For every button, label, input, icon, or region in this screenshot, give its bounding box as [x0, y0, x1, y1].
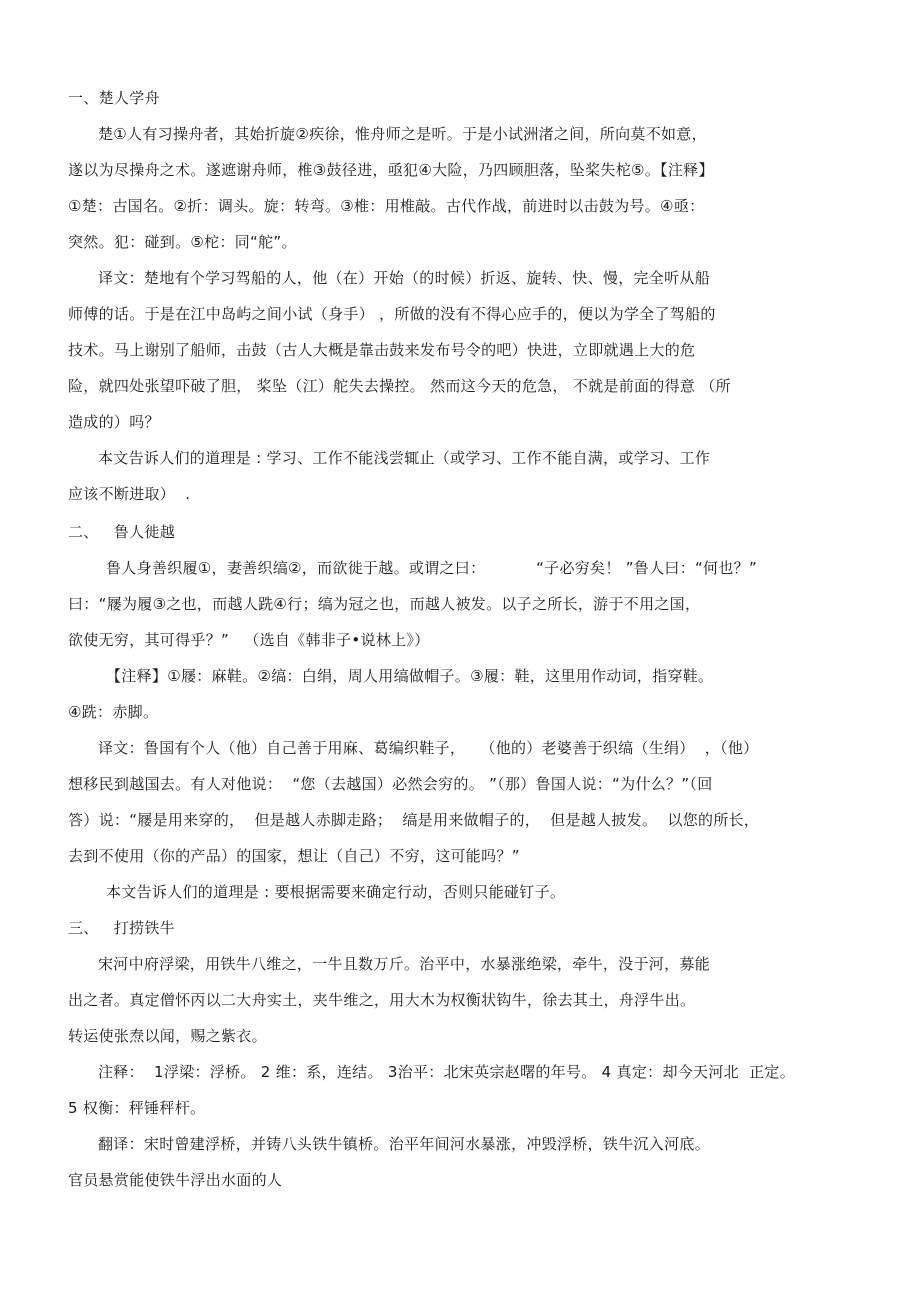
- text-line: 转运使张焘以闻，赐之紫衣。: [68, 1027, 267, 1045]
- text-line: 官员悬赏能使铁牛浮出水面的人: [68, 1171, 283, 1189]
- text-line: 翻译：宋时曾建浮桥，并铸八头铁牛镇桥。治平年间河水暴涨，冲毁浮桥，铁牛沉入河底。: [98, 1135, 711, 1153]
- text-line: 鲁人身善织履①，妻善织缟②，而欲徙于越。或谓之曰： “子必穷矣！ ”鲁人曰：“何也？”: [106, 559, 758, 577]
- text-line: 楚①人有习操舟者，其始折旋②疾徐，惟舟师之是听。于是小试洲渚之间，所向莫不如意，: [98, 125, 707, 143]
- text-line: ④跣：赤脚。: [68, 703, 159, 721]
- text-line: 应该不断进取） .: [68, 485, 191, 503]
- text-line: 欲使无穷，其可得乎？” （选自《韩非子•说林上》）: [68, 631, 430, 649]
- text-line: 出之者。真定僧怀丙以二大舟实土，夹牛维之，用大木为权衡状钩牛，徐去其土，舟浮牛出。: [68, 991, 696, 1009]
- section-heading-2: 二、 鲁人徙越: [68, 523, 176, 541]
- text-line: 宋河中府浮梁，用铁牛八维之，一牛且数万斤。治平中，水暴涨绝梁，牵牛，没于河，募能: [98, 955, 711, 973]
- text-line: ①楚：古国名。②折：调头。旋：转弯。③椎：用椎敲。古代作战，前进时以击鼓为号。④亟：: [68, 197, 705, 215]
- text-line: 遂以为尽操舟之术。遂遮谢舟师，椎③鼓径进，亟犯④大险，乃四顾胆落，坠桨失柁⑤。【注释】: [68, 161, 714, 179]
- section-heading-1: 一、楚人学舟: [68, 89, 160, 107]
- text-line: 师傅的话。于是在江中岛屿之间小试（身手） ，所做的没有不得心应手的，便以为学全了驾船的: [68, 305, 716, 323]
- section-heading-3: 三、 打捞铁牛: [68, 919, 176, 937]
- text-line: 【注释】①屦：麻鞋。②缟：白绢，周人用缟做帽子。③履：鞋，这里用作动词，指穿鞋。: [106, 667, 714, 685]
- text-line: 想移民到越国去。有人对他说： “您（去越国）必然会穷的。 ”（那）鲁国人说：“为什么？”（回: [68, 775, 713, 793]
- text-line: 去到不使用（你的产品）的国家，想让（自己）不穷，这可能吗？”: [68, 847, 520, 865]
- text-line: 造成的）吗？: [68, 413, 160, 431]
- text-line: 本文告诉人们的道理是 : 学习、工作不能浅尝辄止（或学习、工作不能自满，或学习、工作: [98, 449, 711, 467]
- text-line: 突然。犯：碰到。⑤柁：同“舵”。: [68, 233, 297, 251]
- text-line: 险，就四处张望吓破了胆， 桨坠（江）舵失去操控。 然而这今天的危急， 不就是前面的得意 （所: [68, 377, 731, 395]
- text-line: 译文：楚地有个学习驾船的人，他（在）开始（的时候）折返、旋转、快、慢，完全听从船: [98, 269, 711, 287]
- text-line: 5 权衡：秤锤秤杆。: [68, 1099, 206, 1117]
- text-line: 译文：鲁国有个人（他）自己善于用麻、葛编织鞋子， （他的）老婆善于织缟（生绢） ，（他）: [98, 739, 759, 757]
- text-line: 注释： 1浮梁：浮桥。 2 维：系，连结。 3治平：北宋英宗赵曙的年号。 4 真定：却今天河北 正定。: [98, 1063, 795, 1081]
- text-line: 技术。马上谢别了船师，击鼓（古人大概是靠击鼓来发布号令的吧）快进，立即就遇上大的危: [68, 341, 696, 359]
- text-line: 曰：“屦为履③之也，而越人跣④行；缟为冠之也，而越人被发。以子之所长，游于不用之国，: [68, 595, 701, 613]
- text-line: 本文告诉人们的道理是 : 要根据需要来确定行动，否则只能碰钉子。: [106, 883, 566, 901]
- text-line: 答）说：“屦是用来穿的， 但是越人赤脚走路； 缟是用来做帽子的， 但是越人披发。 以您的所长，: [68, 811, 760, 829]
